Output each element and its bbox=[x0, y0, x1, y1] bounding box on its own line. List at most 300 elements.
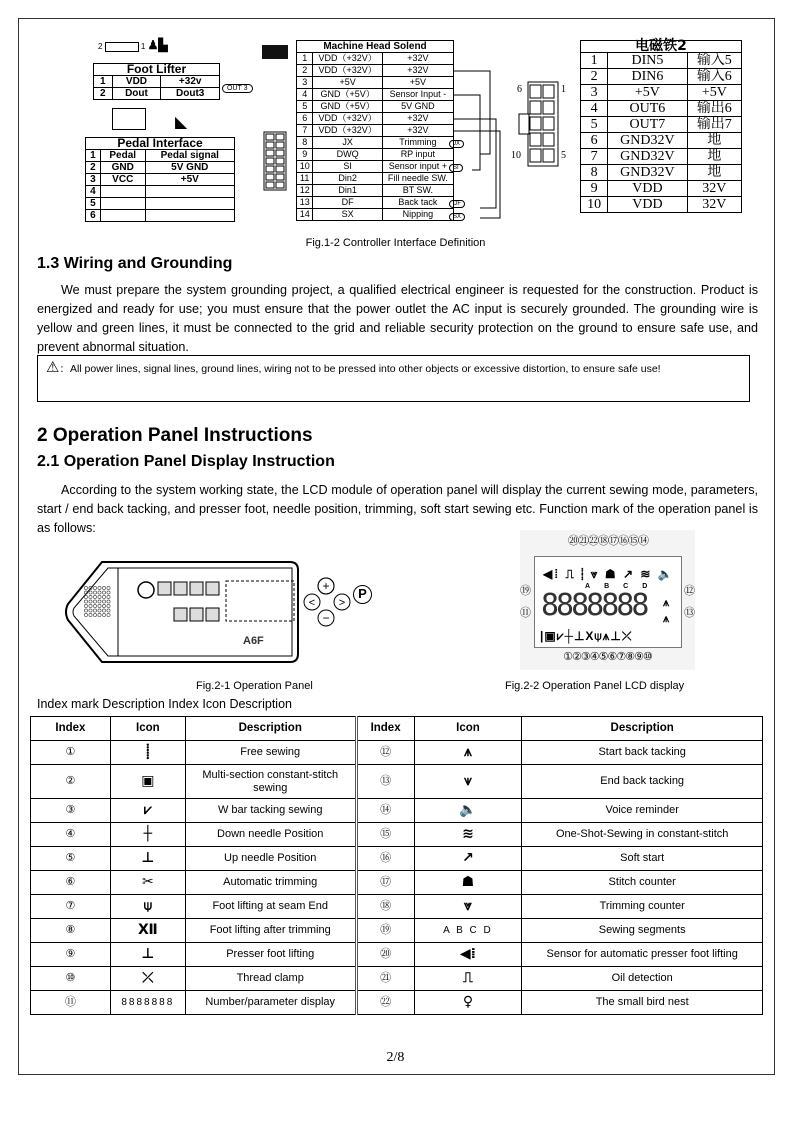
subsection-heading: 2.1 Operation Panel Display Instruction bbox=[37, 453, 335, 470]
table-cell: Trimming bbox=[382, 137, 453, 149]
stitch-counter-icon: ☗ bbox=[461, 873, 475, 890]
solenoid-connector-icon bbox=[518, 80, 560, 168]
description-cell: Free sewing bbox=[185, 741, 356, 765]
description-cell: Sewing segments bbox=[522, 919, 763, 943]
table-cell: 32V bbox=[687, 181, 741, 197]
solenoid-row bbox=[581, 133, 742, 149]
lcd-screen bbox=[534, 556, 682, 648]
panel-key[interactable] bbox=[174, 582, 187, 595]
panel-key[interactable] bbox=[174, 608, 187, 621]
description-cell: Automatic trimming bbox=[185, 871, 356, 895]
index-cell: ⑱ bbox=[356, 895, 414, 919]
table-cell: +5V bbox=[313, 77, 382, 89]
table-cell: VDD（+32V） bbox=[313, 65, 382, 77]
index-cell: ⑯ bbox=[356, 847, 414, 871]
icon-cell bbox=[110, 919, 185, 943]
table-row bbox=[31, 823, 763, 847]
description-cell: End back tacking bbox=[522, 765, 763, 799]
table-cell: +5V bbox=[687, 85, 741, 101]
table-cell: GND（+5V） bbox=[313, 101, 382, 113]
machine-head-row bbox=[297, 53, 454, 65]
table-cell: 3 bbox=[581, 85, 608, 101]
description-cell: Trimming counter bbox=[522, 895, 763, 919]
column-header: Icon bbox=[110, 717, 185, 741]
multi-section-icon: ▣ bbox=[141, 772, 155, 789]
pin-label: 6 bbox=[517, 84, 522, 95]
panel-key[interactable] bbox=[206, 608, 219, 621]
table-cell: VDD bbox=[112, 76, 161, 88]
table-cell: 14 bbox=[297, 209, 313, 221]
table-cell: 2 bbox=[86, 162, 101, 174]
table-cell: 8 bbox=[581, 165, 608, 181]
icon-cell bbox=[414, 847, 522, 871]
pedal-interface-table bbox=[85, 137, 235, 222]
machine-head-row bbox=[297, 89, 454, 101]
index-cell: ⑧ bbox=[31, 919, 111, 943]
foot-lifter-row bbox=[94, 76, 220, 88]
table-row bbox=[31, 765, 763, 799]
table-cell: 1 bbox=[94, 76, 113, 88]
table-cell: 9 bbox=[297, 149, 313, 161]
table-cell: Fill needle SW. bbox=[382, 173, 453, 185]
table-cell: 5 bbox=[581, 117, 608, 133]
lcd-status-icons: ◀⁞ ⎍ ⸽ ⩔ ☗ ↗ ≋ 🔈 bbox=[543, 567, 675, 581]
pin-label: 1 bbox=[561, 84, 566, 95]
solenoid-row bbox=[581, 53, 742, 69]
icon-cell bbox=[110, 895, 185, 919]
icon-cell bbox=[414, 871, 522, 895]
free-sewing-icon: ⸽ bbox=[146, 743, 150, 760]
table-cell: VDD（+32V） bbox=[313, 113, 382, 125]
scissors-icon: ✂ bbox=[141, 873, 154, 890]
foot-lifter-row bbox=[94, 88, 220, 100]
index-cell: ⑪ bbox=[31, 991, 111, 1015]
segment-label: D bbox=[642, 583, 662, 590]
index-cell: ① bbox=[31, 741, 111, 765]
sensor-icon: ◀⁞ bbox=[459, 945, 476, 962]
table-cell: 输入6 bbox=[687, 69, 741, 85]
callout-number: ⑨ bbox=[634, 651, 643, 663]
segment-label: B bbox=[604, 583, 624, 590]
table-cell: 1 bbox=[86, 150, 101, 162]
table-cell: 7 bbox=[581, 149, 608, 165]
figure-caption: Fig.2-1 Operation Panel bbox=[196, 680, 313, 692]
table-cell: SX bbox=[313, 209, 382, 221]
callout-number: ㉒ bbox=[588, 535, 598, 547]
pin-label: 2 bbox=[98, 42, 103, 51]
table-cell: GND bbox=[100, 162, 145, 174]
table-cell: 6 bbox=[297, 113, 313, 125]
table-cell bbox=[100, 198, 145, 210]
machine-head-row bbox=[297, 173, 454, 185]
table-cell: 5 bbox=[297, 101, 313, 113]
column-header: Description bbox=[185, 717, 356, 741]
lcd-mode-icons: |▣⩗┼⊥X⍦⩚⊥⤫ bbox=[540, 629, 633, 643]
head-connector-icon bbox=[256, 130, 296, 192]
description-cell: Down needle Position bbox=[185, 823, 356, 847]
callout-number: ⑤ bbox=[598, 651, 608, 663]
panel-key[interactable] bbox=[206, 582, 219, 595]
table-row bbox=[31, 741, 763, 765]
table-cell bbox=[145, 198, 234, 210]
operation-panel-figure bbox=[62, 556, 346, 668]
table-cell: +32V bbox=[382, 65, 453, 77]
index-cell: ⑨ bbox=[31, 943, 111, 967]
column-header: Description bbox=[522, 717, 763, 741]
description-cell: Oil detection bbox=[522, 967, 763, 991]
solenoid-row bbox=[581, 181, 742, 197]
table-cell: 1 bbox=[581, 53, 608, 69]
description-cell: Soft start bbox=[522, 847, 763, 871]
column-header: Index bbox=[356, 717, 414, 741]
digits-icon: 8888888 bbox=[121, 997, 175, 1008]
index-cell: ⑳ bbox=[356, 943, 414, 967]
table-cell: VDD（+32V） bbox=[313, 53, 382, 65]
index-cell: ⑫ bbox=[356, 741, 414, 765]
table-cell: GND32V bbox=[608, 133, 687, 149]
si-tag: SI bbox=[449, 164, 463, 172]
pedal-row bbox=[86, 198, 235, 210]
table-cell: 2 bbox=[581, 69, 608, 85]
table-cell: 3 bbox=[297, 77, 313, 89]
callout-number: ⑳ bbox=[568, 535, 578, 547]
table-row bbox=[31, 943, 763, 967]
solenoid-row bbox=[581, 149, 742, 165]
table-cell: Dout3 bbox=[161, 88, 220, 100]
table-cell: +5V bbox=[145, 174, 234, 186]
table-cell: 2 bbox=[94, 88, 113, 100]
table-cell: Din1 bbox=[313, 185, 382, 197]
panel-model-label: A6F bbox=[243, 635, 264, 647]
table-cell: JX bbox=[313, 137, 382, 149]
table-cell: 3 bbox=[86, 174, 101, 186]
index-cell: ⑮ bbox=[356, 823, 414, 847]
w-bar-tacking-icon: ⩗ bbox=[143, 801, 152, 818]
jx-tag: JX bbox=[449, 140, 464, 148]
icon-cell bbox=[414, 991, 522, 1015]
segment-label: C bbox=[623, 583, 643, 590]
start-back-tacking-icon: ⩚ bbox=[464, 743, 472, 760]
index-cell: ⑰ bbox=[356, 871, 414, 895]
warning-text: All power lines, signal lines, ground lines, wiring not to be pressed into other objects or excessive distortion, to ensure safe use! bbox=[69, 363, 661, 375]
icon-cell bbox=[110, 991, 185, 1015]
icon-cell bbox=[414, 799, 522, 823]
icon-cell bbox=[110, 799, 185, 823]
df-tag: DF bbox=[449, 200, 465, 208]
trimming-counter-icon: ⩔ bbox=[464, 897, 472, 914]
solenoid-row bbox=[581, 85, 742, 101]
machine-head-row bbox=[297, 197, 454, 209]
solenoid-row bbox=[581, 101, 742, 117]
table-cell: VCC bbox=[100, 174, 145, 186]
table-cell: +5V bbox=[382, 77, 453, 89]
description-cell: Foot lifting after trimming bbox=[185, 919, 356, 943]
callout-number: ⑩ bbox=[643, 651, 652, 663]
machine-head-row bbox=[297, 149, 454, 161]
foot-lift-seam-end-icon: ⍦ bbox=[143, 897, 153, 914]
solenoid-row bbox=[581, 117, 742, 133]
callout-number: ⑰ bbox=[608, 535, 618, 547]
table-cell: SI bbox=[313, 161, 382, 173]
table-cell: DWQ bbox=[313, 149, 382, 161]
machine-head-row bbox=[297, 65, 454, 77]
svg-text:<: < bbox=[308, 597, 316, 609]
table-cell: DIN5 bbox=[608, 53, 687, 69]
lcd-right-callouts bbox=[684, 580, 695, 624]
index-cell: ⑤ bbox=[31, 847, 111, 871]
soft-start-icon: ↗ bbox=[462, 849, 474, 866]
icon-cell bbox=[110, 871, 185, 895]
table-cell: BT SW. bbox=[382, 185, 453, 197]
icon-cell bbox=[414, 943, 522, 967]
table-cell: 2 bbox=[297, 65, 313, 77]
table-cell: 4 bbox=[86, 186, 101, 198]
table-cell: 5 bbox=[86, 198, 101, 210]
table-cell: 地 bbox=[687, 165, 741, 181]
table-cell: 11 bbox=[297, 173, 313, 185]
foot-icon: ♟▙ bbox=[147, 38, 168, 52]
description-cell: Sensor for automatic presser foot lifting bbox=[522, 943, 763, 967]
icon-cell bbox=[110, 765, 185, 799]
svg-text:+: + bbox=[322, 579, 330, 593]
section-heading: 1.3 Wiring and Grounding bbox=[37, 255, 233, 272]
table-cell: +32v bbox=[161, 76, 220, 88]
table-cell bbox=[100, 210, 145, 222]
lcd-figure bbox=[520, 530, 695, 670]
connector-icon bbox=[105, 42, 139, 52]
table-cell: 7 bbox=[297, 125, 313, 137]
column-header: Icon bbox=[414, 717, 522, 741]
table-row bbox=[31, 847, 763, 871]
index-cell: ㉑ bbox=[356, 967, 414, 991]
needle-up-icon: ⊥ bbox=[141, 849, 155, 866]
panel-key[interactable] bbox=[190, 582, 203, 595]
table-cell: +32V bbox=[382, 113, 453, 125]
icon-cell bbox=[414, 741, 522, 765]
callout-number: ⑦ bbox=[616, 651, 626, 663]
icon-cell bbox=[110, 823, 185, 847]
icon-cell bbox=[414, 895, 522, 919]
needle-down-icon: ┼ bbox=[143, 825, 153, 842]
index-cell: ③ bbox=[31, 799, 111, 823]
table-cell: Din2 bbox=[313, 173, 382, 185]
machine-head-table bbox=[296, 40, 454, 221]
description-cell: Stitch counter bbox=[522, 871, 763, 895]
table-cell: 6 bbox=[86, 210, 101, 222]
table-cell: 12 bbox=[297, 185, 313, 197]
pedal-row bbox=[86, 150, 235, 162]
table-title: Machine Head Solend bbox=[297, 41, 454, 53]
callout-number: ⑭ bbox=[638, 535, 648, 547]
pin-label: 1 bbox=[140, 42, 146, 51]
pin-label: 5 bbox=[561, 150, 566, 161]
icon-cell bbox=[110, 741, 185, 765]
panel-key[interactable] bbox=[190, 608, 203, 621]
table-title: Foot Lifter bbox=[94, 64, 220, 76]
end-back-tacking-icon: ⩛ bbox=[464, 772, 472, 789]
description-cell: Number/parameter display bbox=[185, 991, 356, 1015]
table-row bbox=[31, 919, 763, 943]
icon-index-table bbox=[30, 716, 763, 1015]
table-cell bbox=[100, 186, 145, 198]
description-cell: Foot lifting at seam End bbox=[185, 895, 356, 919]
paragraph: According to the system working state, the LCD module of operation panel will display the current sewing mode, parameters, start / end back tacking, and presser foot, needle position, trimming, soft start sewing etc. Function mark of the operation panel is as follows: bbox=[37, 483, 758, 535]
table-row bbox=[31, 799, 763, 823]
description-cell: Start back tacking bbox=[522, 741, 763, 765]
table-cell: 输出6 bbox=[687, 101, 741, 117]
table-cell: 8 bbox=[297, 137, 313, 149]
segment-label: A bbox=[585, 583, 605, 590]
pedal-row bbox=[86, 162, 235, 174]
table-cell: +32V bbox=[382, 53, 453, 65]
table-cell: 13 bbox=[297, 197, 313, 209]
description-cell: Up needle Position bbox=[185, 847, 356, 871]
pedal-icon: ◣ bbox=[175, 114, 188, 131]
icon-cell bbox=[414, 919, 522, 943]
table-cell: Nipping bbox=[382, 209, 453, 221]
figure-caption: Fig.1-2 Controller Interface Definition bbox=[305, 237, 486, 249]
callout-number: ⑧ bbox=[625, 651, 635, 663]
table-cell: GND32V bbox=[608, 149, 687, 165]
machine-head-row bbox=[297, 101, 454, 113]
pin-label: 10 bbox=[511, 150, 521, 161]
index-cell: ⑬ bbox=[356, 765, 414, 799]
callout-number: ④ bbox=[589, 651, 599, 663]
table-cell: 地 bbox=[687, 149, 741, 165]
description-cell: Voice reminder bbox=[522, 799, 763, 823]
index-cell: ⑩ bbox=[31, 967, 111, 991]
table-cell: VDD（+32V） bbox=[313, 125, 382, 137]
callout-number: ⑯ bbox=[618, 535, 628, 547]
oil-icon: ⎍ bbox=[463, 969, 473, 986]
one-shot-icon: ≋ bbox=[462, 825, 474, 842]
description-cell: Multi-section constant-stitch sewing bbox=[185, 765, 356, 799]
segments-icon: A B C D bbox=[443, 925, 493, 936]
svg-text:−: − bbox=[322, 611, 330, 625]
machine-head-row bbox=[297, 113, 454, 125]
lcd-digits: 8888888 bbox=[541, 588, 647, 623]
index-cell: ⑦ bbox=[31, 895, 111, 919]
table-row bbox=[31, 871, 763, 895]
thread-clamp-icon: ⤫ bbox=[142, 969, 154, 986]
lcd-bottom-callouts bbox=[520, 650, 695, 663]
table-cell: 10 bbox=[297, 161, 313, 173]
table-cell: 5V GND bbox=[382, 101, 453, 113]
table-title: 电磁铁2 bbox=[581, 41, 742, 53]
table-title: Pedal Interface bbox=[86, 138, 235, 150]
machine-head-icon bbox=[262, 45, 288, 59]
out3-tag: OUT 3 bbox=[222, 84, 253, 93]
bird-nest-icon: ♀ bbox=[462, 993, 474, 1010]
index-cell: ⑭ bbox=[356, 799, 414, 823]
pedal-row bbox=[86, 174, 235, 186]
table-row bbox=[31, 967, 763, 991]
icon-cell bbox=[414, 967, 522, 991]
table-cell: DIN6 bbox=[608, 69, 687, 85]
table-cell: Pedal bbox=[100, 150, 145, 162]
callout-number: ① bbox=[563, 651, 572, 663]
page-number: 2/8 bbox=[386, 1050, 405, 1065]
table-cell: 5V GND bbox=[145, 162, 234, 174]
table-row bbox=[31, 991, 763, 1015]
foot-lifter-connector bbox=[98, 38, 168, 52]
table-row bbox=[31, 895, 763, 919]
foot-lifter-table bbox=[93, 63, 220, 100]
icon-cell bbox=[110, 967, 185, 991]
machine-head-row bbox=[297, 209, 454, 221]
description-cell: The small bird nest bbox=[522, 991, 763, 1015]
icon-cell bbox=[110, 847, 185, 871]
table-cell: +32V bbox=[382, 125, 453, 137]
table-cell: OUT6 bbox=[608, 101, 687, 117]
table-cell bbox=[145, 210, 234, 222]
icon-cell bbox=[414, 823, 522, 847]
pedal-connector-icon bbox=[112, 108, 146, 130]
table-cell: Back tack bbox=[382, 197, 453, 209]
pedal-row bbox=[86, 186, 235, 198]
lcd-backtack-icons: ⩚ ⩚ bbox=[663, 597, 670, 625]
section-heading: 2 Operation Panel Instructions bbox=[37, 425, 313, 446]
callout-number: ⑲ bbox=[520, 585, 531, 597]
solenoid2-table bbox=[580, 40, 742, 213]
table-cell: 9 bbox=[581, 181, 608, 197]
index-cell: ④ bbox=[31, 823, 111, 847]
warning-icon: ⚠ bbox=[46, 359, 60, 376]
table-cell: 输出7 bbox=[687, 117, 741, 133]
table-cell: 32V bbox=[687, 197, 741, 213]
table-cell: GND32V bbox=[608, 165, 687, 181]
table-cell: 4 bbox=[581, 101, 608, 117]
table-cell: OUT7 bbox=[608, 117, 687, 133]
table-caption: Index mark Description Index Icon Description bbox=[37, 697, 292, 711]
index-cell: ② bbox=[31, 765, 111, 799]
table-cell: 1 bbox=[297, 53, 313, 65]
lcd-left-callouts bbox=[520, 580, 531, 624]
foot-lift-after-trim-icon: Ⅻ bbox=[137, 921, 158, 938]
table-cell: 4 bbox=[297, 89, 313, 101]
svg-text:>: > bbox=[338, 597, 346, 609]
callout-number: ⑫ bbox=[684, 585, 695, 597]
table-cell: 地 bbox=[687, 133, 741, 149]
icon-cell bbox=[414, 765, 522, 799]
description-cell: Thread clamp bbox=[185, 967, 356, 991]
panel-key[interactable] bbox=[158, 582, 171, 595]
index-cell: ㉒ bbox=[356, 991, 414, 1015]
table-cell: DF bbox=[313, 197, 382, 209]
table-cell: +5V bbox=[608, 85, 687, 101]
table-cell: GND（+5V） bbox=[313, 89, 382, 101]
index-cell: ⑥ bbox=[31, 871, 111, 895]
table-cell: VDD bbox=[608, 181, 687, 197]
callout-number: ⑮ bbox=[628, 535, 638, 547]
table-cell: Sensor Input - bbox=[382, 89, 453, 101]
pedal-row bbox=[86, 210, 235, 222]
table-cell: Dout bbox=[112, 88, 161, 100]
callout-number: ⑥ bbox=[607, 651, 617, 663]
table-cell: Pedal signal bbox=[145, 150, 234, 162]
callout-number: ③ bbox=[580, 651, 590, 663]
warning-box: ⚠：All power lines, signal lines, ground lines, wiring not to be pressed into other objects or excessive distortion, to ensure safe use! bbox=[37, 355, 750, 402]
paragraph: We must prepare the system grounding project, a qualified electrical engineer is requested for the construction. Product is energized and ready for use; you must ensure that the power outlet the AC input is securely grounded. The grounding wire is yellow and green lines, it must be connected to the grid and reliable security protection on the ground to ensure safe use, and prevent abnormal situation. bbox=[37, 283, 758, 354]
table-cell: 10 bbox=[581, 197, 608, 213]
table-cell: VDD bbox=[608, 197, 687, 213]
callout-number: ㉑ bbox=[578, 535, 588, 547]
index-cell: ⑲ bbox=[356, 919, 414, 943]
p-button[interactable]: P bbox=[353, 585, 372, 604]
description-cell: W bar tacking sewing bbox=[185, 799, 356, 823]
solenoid-row bbox=[581, 69, 742, 85]
presser-foot-icon: ⊥ bbox=[141, 945, 155, 962]
